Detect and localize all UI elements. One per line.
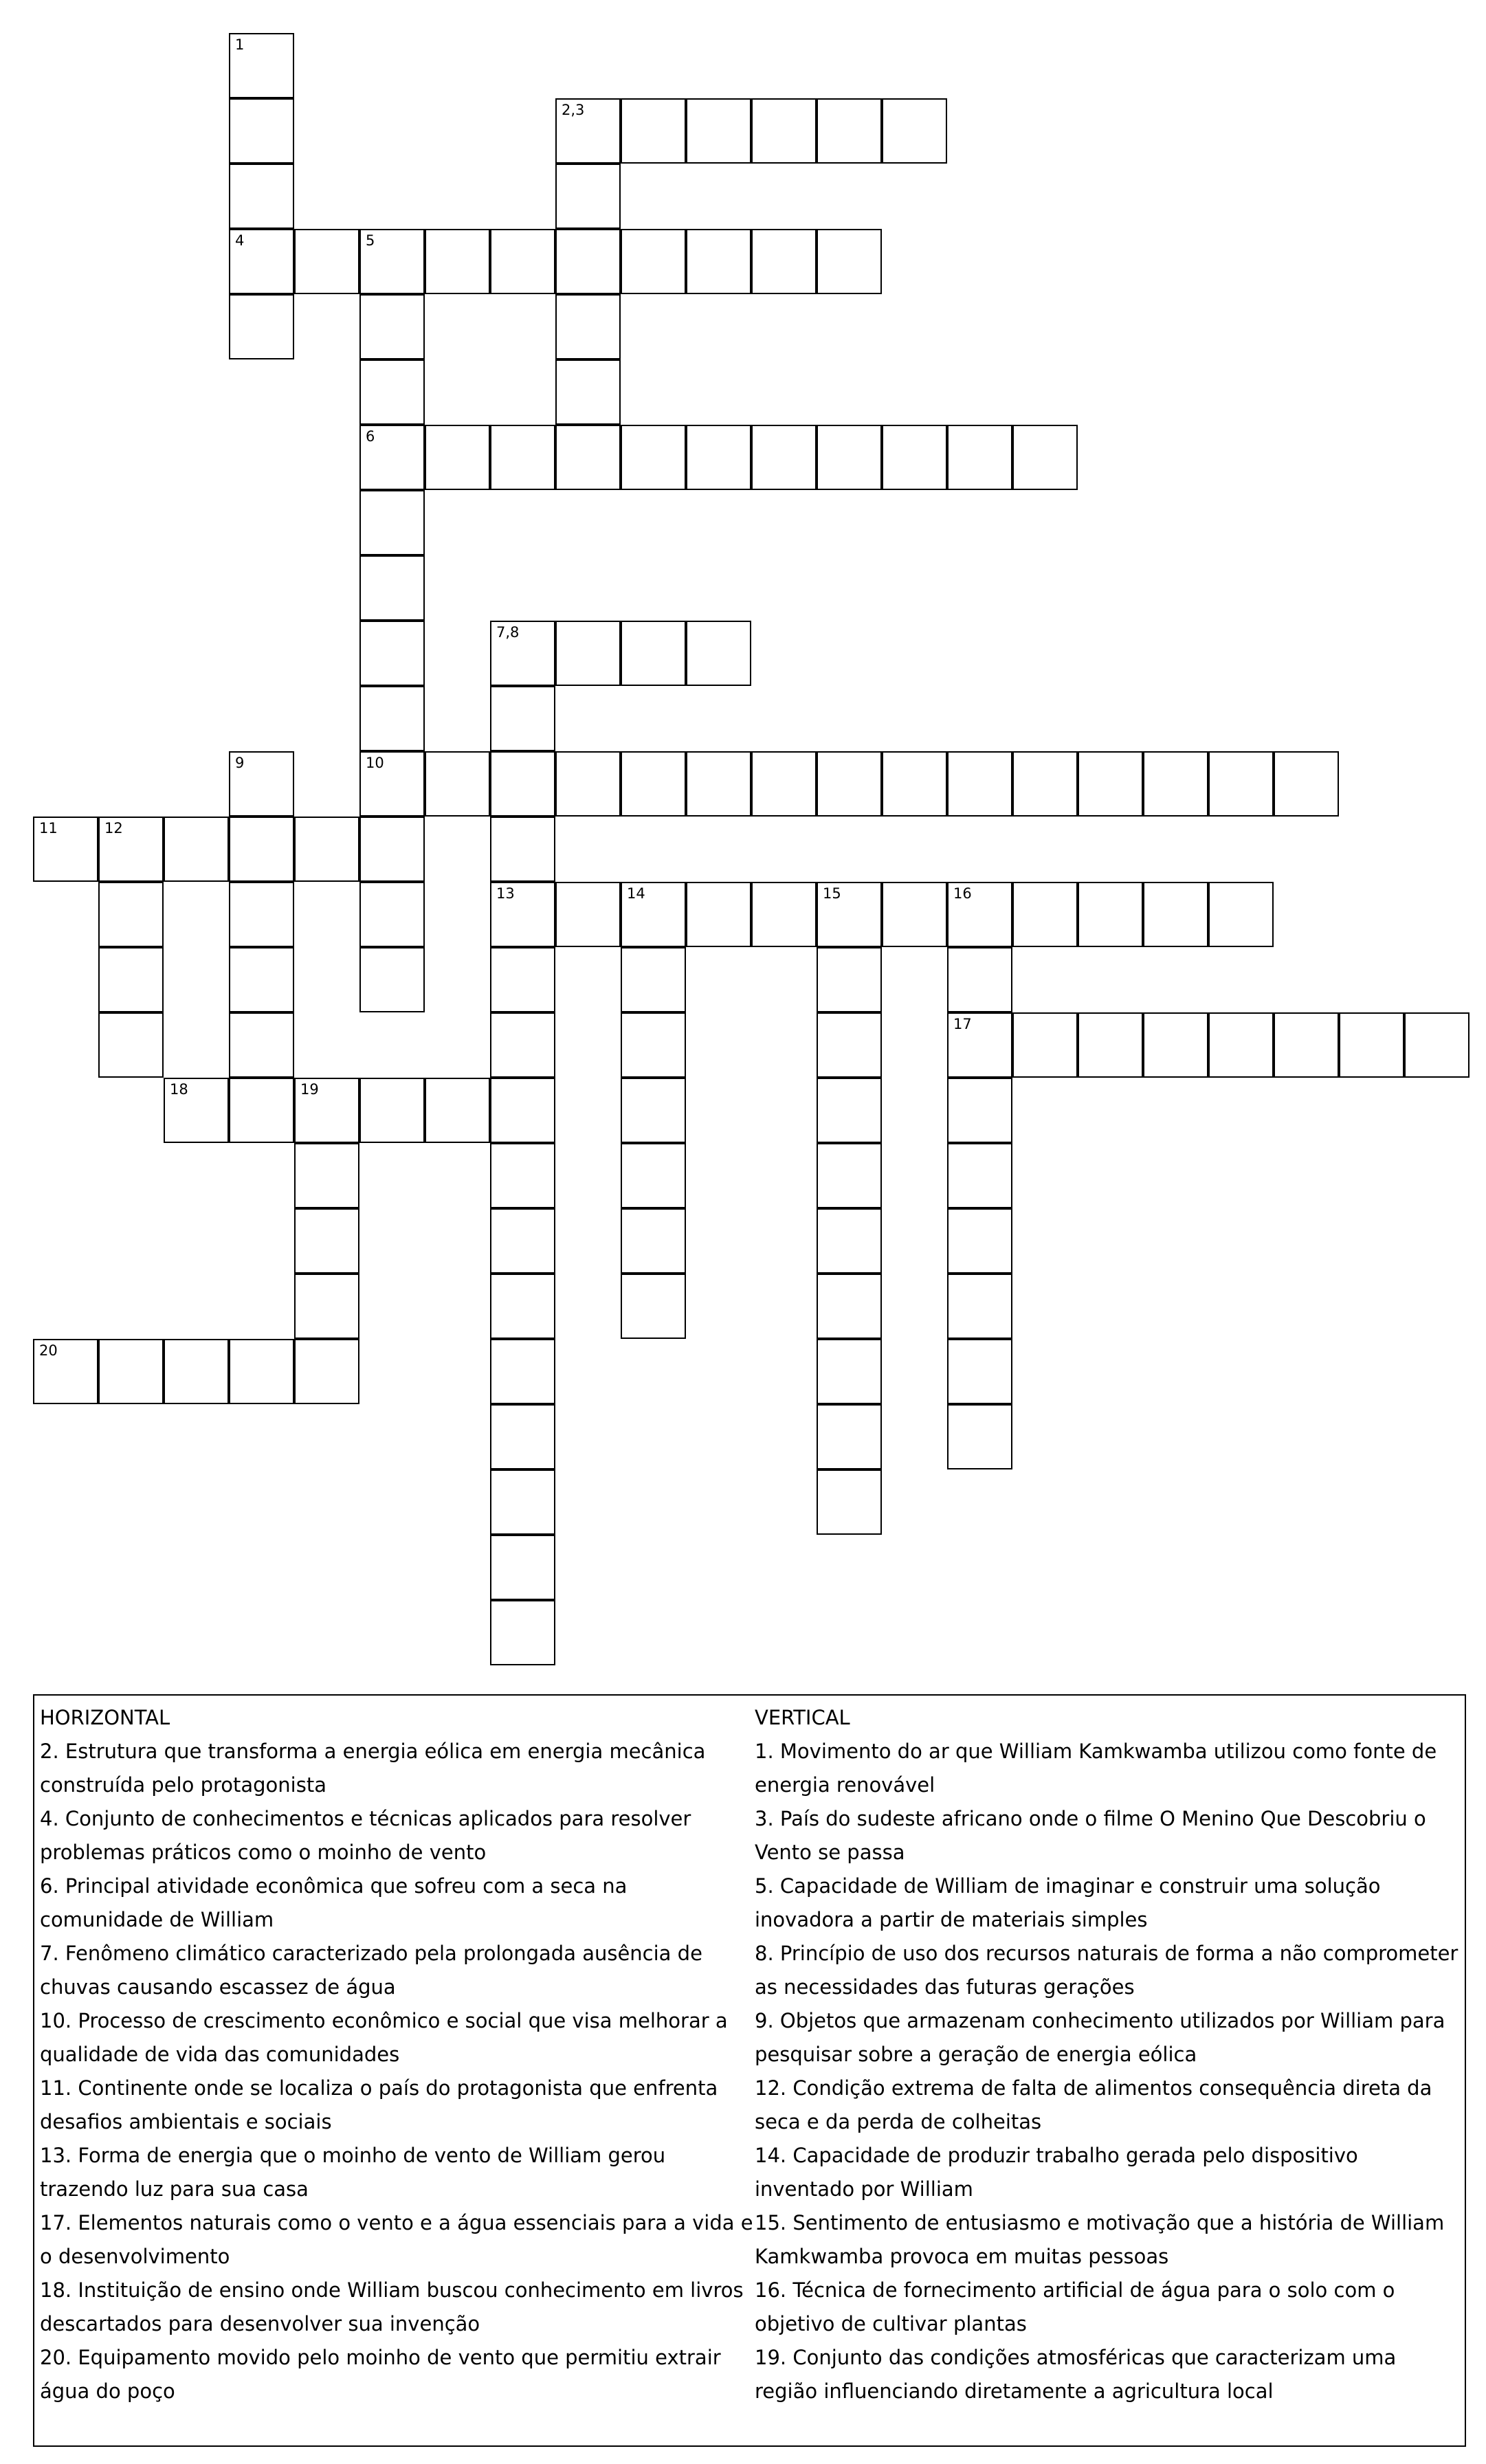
crossword-cell[interactable] bbox=[294, 1339, 359, 1404]
crossword-cell[interactable] bbox=[359, 621, 425, 686]
horizontal-clue: 18. Instituição de ensino onde William buscou conhecimento em livros descartados para desenvolver sua invenção bbox=[40, 2278, 744, 2335]
crossword-cell[interactable] bbox=[751, 882, 817, 947]
crossword-cell[interactable] bbox=[1078, 1012, 1143, 1078]
crossword-cell[interactable] bbox=[229, 33, 294, 98]
crossword-cell[interactable] bbox=[686, 621, 751, 686]
crossword-cell[interactable] bbox=[359, 1078, 425, 1143]
crossword-cell[interactable] bbox=[1078, 751, 1143, 817]
crossword-cell[interactable] bbox=[686, 882, 751, 947]
crossword-cell[interactable] bbox=[621, 947, 686, 1012]
crossword-cell[interactable] bbox=[490, 947, 555, 1012]
clue-number: 11 bbox=[39, 820, 58, 836]
crossword-cell[interactable] bbox=[359, 294, 425, 359]
crossword-cell[interactable] bbox=[1274, 1012, 1339, 1078]
vertical-clue: 15. Sentimento de entusiasmo e motivação que a história de William Kamkwamba provoca em muitas pessoas bbox=[755, 2211, 1445, 2268]
crossword-cell[interactable] bbox=[229, 164, 294, 229]
vertical-clue: 9. Objetos que armazenam conhecimento utilizados por William para pesquisar sobre a geração de energia eólica bbox=[755, 2009, 1445, 2066]
crossword-cell[interactable] bbox=[1012, 425, 1078, 490]
crossword-cell[interactable] bbox=[490, 1143, 555, 1208]
crossword-cell[interactable] bbox=[98, 1012, 164, 1078]
crossword-cell[interactable] bbox=[555, 229, 621, 294]
crossword-cell[interactable] bbox=[947, 1078, 1012, 1143]
crossword-cell[interactable] bbox=[751, 98, 817, 164]
horizontal-clue: 7. Fenômeno climático caracterizado pela prolongada ausência de chuvas causando escassez de água bbox=[40, 1942, 702, 1999]
crossword-cell[interactable] bbox=[555, 164, 621, 229]
crossword-cell[interactable] bbox=[817, 882, 882, 947]
horizontal-clues bbox=[40, 1701, 755, 2408]
horizontal-clue: 17. Elementos naturais como o vento e a água essenciais para a vida e o desenvolvimento bbox=[40, 2211, 753, 2268]
crossword-cell[interactable] bbox=[359, 229, 425, 294]
crossword-cell[interactable] bbox=[98, 882, 164, 947]
vertical-clue: 8. Princípio de uso dos recursos naturais de forma a não comprometer as necessidades das futuras gerações bbox=[755, 1942, 1459, 1999]
crossword-cell[interactable] bbox=[229, 294, 294, 359]
clue-number: 2,3 bbox=[562, 102, 585, 118]
crossword-cell[interactable] bbox=[621, 1208, 686, 1274]
vertical-heading: VERTICAL bbox=[755, 1706, 850, 1729]
crossword-cell[interactable] bbox=[490, 1404, 555, 1469]
clue-number: 13 bbox=[496, 885, 515, 902]
crossword-cell[interactable] bbox=[555, 751, 621, 817]
crossword-cell[interactable] bbox=[294, 1208, 359, 1274]
crossword-cell[interactable] bbox=[425, 425, 490, 490]
crossword-cell[interactable] bbox=[425, 1078, 490, 1143]
crossword-cell[interactable] bbox=[490, 1208, 555, 1274]
crossword-cell[interactable] bbox=[359, 882, 425, 947]
crossword-cell[interactable] bbox=[621, 425, 686, 490]
crossword-cell[interactable] bbox=[359, 947, 425, 1012]
crossword-cell[interactable] bbox=[817, 229, 882, 294]
crossword-cell[interactable] bbox=[359, 425, 425, 490]
crossword-cell[interactable] bbox=[621, 751, 686, 817]
clue-number: 17 bbox=[953, 1016, 972, 1032]
crossword-cell[interactable] bbox=[947, 1339, 1012, 1404]
crossword-cell[interactable] bbox=[686, 751, 751, 817]
crossword-cell[interactable] bbox=[817, 1208, 882, 1274]
crossword-cell[interactable] bbox=[817, 1274, 882, 1339]
clue-number: 12 bbox=[104, 820, 123, 836]
crossword-cell[interactable] bbox=[817, 1012, 882, 1078]
crossword-cell[interactable] bbox=[164, 817, 229, 882]
crossword-cell[interactable] bbox=[882, 98, 947, 164]
crossword-cell[interactable] bbox=[555, 621, 621, 686]
vertical-clue: 3. País do sudeste africano onde o filme O Menino Que Descobriu o Vento se passa bbox=[755, 1807, 1426, 1864]
crossword-cell[interactable] bbox=[686, 98, 751, 164]
crossword-cell[interactable] bbox=[555, 294, 621, 359]
horizontal-heading: HORIZONTAL bbox=[40, 1706, 170, 1729]
crossword-cell[interactable] bbox=[621, 1143, 686, 1208]
crossword-cell[interactable] bbox=[425, 751, 490, 817]
crossword-cell[interactable] bbox=[490, 1274, 555, 1339]
crossword-cell[interactable] bbox=[1274, 751, 1339, 817]
crossword-cell[interactable] bbox=[490, 1469, 555, 1535]
crossword-cell[interactable] bbox=[882, 425, 947, 490]
crossword-cell[interactable] bbox=[490, 817, 555, 882]
clue-number: 19 bbox=[300, 1081, 319, 1098]
crossword-cell[interactable] bbox=[98, 947, 164, 1012]
crossword-cell[interactable] bbox=[751, 751, 817, 817]
crossword-cell[interactable] bbox=[882, 882, 947, 947]
crossword-cell[interactable] bbox=[621, 1078, 686, 1143]
crossword-cell[interactable] bbox=[817, 1339, 882, 1404]
crossword-cell[interactable] bbox=[229, 1078, 294, 1143]
crossword-cell[interactable] bbox=[1012, 1012, 1078, 1078]
crossword-cell[interactable] bbox=[1339, 1012, 1404, 1078]
crossword-cell[interactable] bbox=[229, 817, 294, 882]
clue-number: 20 bbox=[39, 1342, 58, 1359]
crossword-cell[interactable] bbox=[621, 98, 686, 164]
crossword-cell[interactable] bbox=[229, 98, 294, 164]
horizontal-clue: 10. Processo de crescimento econômico e social que visa melhorar a qualidade de vida das comunidades bbox=[40, 2009, 728, 2066]
crossword-cell[interactable] bbox=[490, 1078, 555, 1143]
clue-number: 9 bbox=[235, 755, 245, 771]
crossword-cell[interactable] bbox=[294, 1143, 359, 1208]
crossword-cell[interactable] bbox=[1012, 882, 1078, 947]
crossword-cell[interactable] bbox=[33, 1339, 98, 1404]
crossword-cell[interactable] bbox=[947, 1012, 1012, 1078]
crossword-cell[interactable] bbox=[947, 882, 1012, 947]
horizontal-clue: 11. Continente onde se localiza o país do protagonista que enfrenta desafios ambientais e sociais bbox=[40, 2076, 718, 2133]
horizontal-clue: 6. Principal atividade econômica que sofreu com a seca na comunidade de William bbox=[40, 1874, 628, 1931]
crossword-cell[interactable] bbox=[1208, 882, 1274, 947]
clue-number: 16 bbox=[953, 885, 972, 902]
crossword-cell[interactable] bbox=[1143, 751, 1208, 817]
crossword-cell[interactable] bbox=[294, 229, 359, 294]
crossword-cell[interactable] bbox=[817, 1143, 882, 1208]
crossword-cell[interactable] bbox=[947, 1143, 1012, 1208]
horizontal-clue: 13. Forma de energia que o moinho de vento de William gerou trazendo luz para sua casa bbox=[40, 2144, 666, 2201]
crossword-cell[interactable] bbox=[229, 229, 294, 294]
crossword-cell[interactable] bbox=[1404, 1012, 1470, 1078]
crossword-cell[interactable] bbox=[490, 882, 555, 947]
crossword-cell[interactable] bbox=[98, 817, 164, 882]
crossword-cell[interactable] bbox=[947, 947, 1012, 1012]
crossword-cell[interactable] bbox=[229, 947, 294, 1012]
crossword-cell[interactable] bbox=[294, 817, 359, 882]
crossword-cell[interactable] bbox=[229, 751, 294, 817]
crossword-cell[interactable] bbox=[817, 425, 882, 490]
crossword-cell[interactable] bbox=[947, 425, 1012, 490]
crossword-cell[interactable] bbox=[555, 882, 621, 947]
crossword-cell[interactable] bbox=[490, 686, 555, 751]
crossword-cell[interactable] bbox=[294, 1078, 359, 1143]
crossword-cell[interactable] bbox=[359, 751, 425, 817]
crossword-cell[interactable] bbox=[1012, 751, 1078, 817]
crossword-cell[interactable] bbox=[229, 1012, 294, 1078]
crossword-cell[interactable] bbox=[817, 947, 882, 1012]
crossword-cell[interactable] bbox=[164, 1339, 229, 1404]
vertical-clue: 16. Técnica de fornecimento artificial de água para o solo com o objetivo de cultivar plantas bbox=[755, 2278, 1395, 2335]
crossword-cell[interactable] bbox=[817, 1078, 882, 1143]
horizontal-clue: 4. Conjunto de conhecimentos e técnicas aplicados para resolver problemas práticos como o moinho de vento bbox=[40, 1807, 691, 1864]
vertical-clue: 14. Capacidade de produzir trabalho gerada pelo dispositivo inventado por William bbox=[755, 2144, 1358, 2201]
crossword-cell[interactable] bbox=[947, 1404, 1012, 1469]
crossword-cell[interactable] bbox=[817, 1404, 882, 1469]
clue-number: 6 bbox=[366, 428, 375, 445]
crossword-cell[interactable] bbox=[490, 751, 555, 817]
crossword-cell[interactable] bbox=[947, 751, 1012, 817]
crossword-cell[interactable] bbox=[882, 751, 947, 817]
vertical-clue: 12. Condição extrema de falta de alimentos consequência direta da seca e da perda de colheitas bbox=[755, 2076, 1432, 2133]
crossword-cell[interactable] bbox=[751, 425, 817, 490]
crossword-cell[interactable] bbox=[947, 1208, 1012, 1274]
clue-number: 7,8 bbox=[496, 624, 520, 641]
crossword-cell[interactable] bbox=[1143, 882, 1208, 947]
crossword-cell[interactable] bbox=[490, 229, 555, 294]
crossword-cell[interactable] bbox=[686, 425, 751, 490]
crossword-cell[interactable] bbox=[359, 817, 425, 882]
crossword-cell[interactable] bbox=[817, 98, 882, 164]
crossword-cell[interactable] bbox=[359, 686, 425, 751]
crossword-cell[interactable] bbox=[621, 229, 686, 294]
vertical-clues bbox=[755, 1701, 1464, 2408]
crossword-cell[interactable] bbox=[490, 1339, 555, 1404]
crossword-cell[interactable] bbox=[490, 425, 555, 490]
crossword-cell[interactable] bbox=[555, 425, 621, 490]
crossword-cell[interactable] bbox=[1143, 1012, 1208, 1078]
crossword-cell[interactable] bbox=[359, 555, 425, 621]
crossword-cell[interactable] bbox=[359, 490, 425, 555]
crossword-cell[interactable] bbox=[425, 229, 490, 294]
crossword-cell[interactable] bbox=[686, 229, 751, 294]
crossword-cell[interactable] bbox=[98, 1339, 164, 1404]
crossword-cell[interactable] bbox=[751, 229, 817, 294]
crossword-cell[interactable] bbox=[621, 882, 686, 947]
clue-number: 10 bbox=[366, 755, 384, 771]
crossword-cell[interactable] bbox=[555, 359, 621, 425]
crossword-cell[interactable] bbox=[490, 621, 555, 686]
crossword-cell[interactable] bbox=[621, 1274, 686, 1339]
vertical-clue: 19. Conjunto das condições atmosféricas que caracterizam uma região influenciando diretamente a agricultura local bbox=[755, 2346, 1397, 2403]
clue-number: 5 bbox=[366, 232, 375, 249]
crossword-cell[interactable] bbox=[164, 1078, 229, 1143]
clue-number: 15 bbox=[823, 885, 841, 902]
clue-number: 18 bbox=[170, 1081, 188, 1098]
crossword-cell[interactable] bbox=[621, 1012, 686, 1078]
crossword-cell[interactable] bbox=[1208, 751, 1274, 817]
crossword-cell[interactable] bbox=[359, 359, 425, 425]
vertical-clue: 1. Movimento do ar que William Kamkwamba utilizou como fonte de energia renovável bbox=[755, 1740, 1437, 1797]
crossword-cell[interactable] bbox=[1078, 882, 1143, 947]
crossword-cell[interactable] bbox=[229, 1339, 294, 1404]
vertical-clue: 5. Capacidade de William de imaginar e construir uma solução inovadora a partir de materiais simples bbox=[755, 1874, 1381, 1931]
crossword-cell[interactable] bbox=[490, 1012, 555, 1078]
clue-number: 14 bbox=[627, 885, 645, 902]
crossword-cell[interactable] bbox=[621, 621, 686, 686]
clue-number: 1 bbox=[235, 36, 245, 53]
crossword-cell[interactable] bbox=[490, 1600, 555, 1665]
clue-number: 4 bbox=[235, 232, 245, 249]
crossword-cell[interactable] bbox=[490, 1535, 555, 1600]
crossword-cell[interactable] bbox=[817, 1469, 882, 1535]
crossword-cell[interactable] bbox=[229, 882, 294, 947]
clues-box bbox=[33, 1694, 1466, 2447]
crossword-cell[interactable] bbox=[817, 751, 882, 817]
crossword-cell[interactable] bbox=[947, 1274, 1012, 1339]
crossword-cell[interactable] bbox=[294, 1274, 359, 1339]
crossword-cell[interactable] bbox=[1208, 1012, 1274, 1078]
horizontal-clue: 2. Estrutura que transforma a energia eólica em energia mecânica construída pelo protagonista bbox=[40, 1740, 706, 1797]
crossword-cell[interactable] bbox=[555, 98, 621, 164]
horizontal-clue: 20. Equipamento movido pelo moinho de vento que permitiu extrair água do poço bbox=[40, 2346, 721, 2403]
crossword-cell[interactable] bbox=[33, 817, 98, 882]
